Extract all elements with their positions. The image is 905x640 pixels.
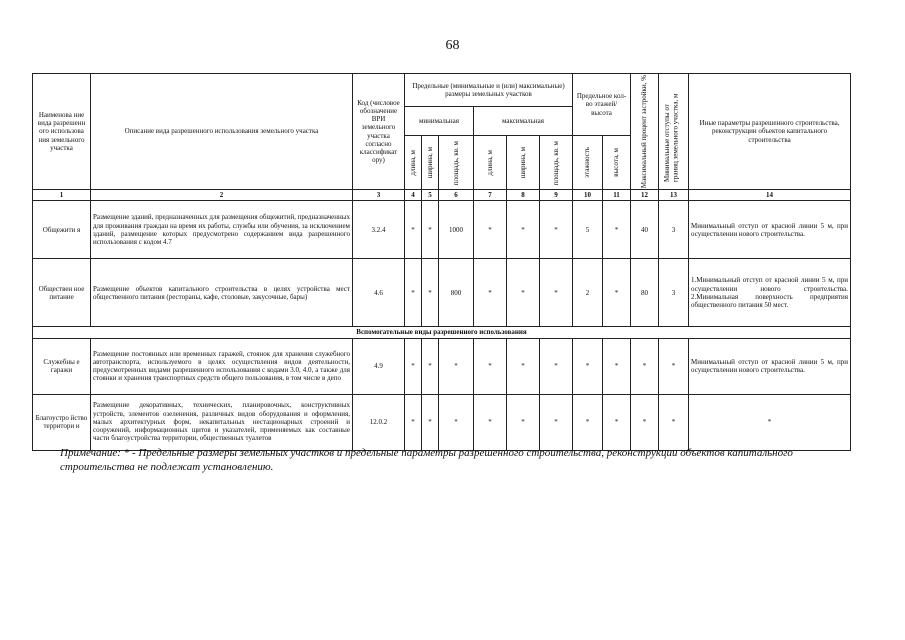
header-setback: Минимальные отступы от границ земельного участка, м (659, 74, 689, 190)
row-value: * (540, 201, 573, 259)
row-value: * (405, 338, 422, 394)
row-value: 1000 (439, 201, 474, 259)
row-value: * (422, 259, 439, 327)
row-description: Размещение декоративных, технических, планировочных, конструктивных устройств, элементов озеленения, различных видов оборудования и оформления, малых архитектурных форм, некапитальных нестационарных строений и сооружений, информационных щитов и указателей, применяемых как составные части благоустройства территории, общественных туалетов (91, 394, 353, 450)
header-plot-sizes: Предельные (минимальные и (или) максимальные) размеры земельных участков (405, 74, 573, 107)
row-value: * (603, 259, 631, 327)
row-value: * (439, 394, 474, 450)
row-value: * (540, 259, 573, 327)
page-number: 68 (445, 38, 460, 53)
header-floors: этажность (573, 136, 603, 190)
row-other-params: * (689, 394, 851, 450)
table-row (33, 259, 851, 327)
row-value: * (474, 338, 507, 394)
column-numbers-row (33, 190, 851, 201)
header-build-percent: Максимальный процент застройки, % (631, 74, 659, 190)
row-name: Благоустро йство территори и (33, 394, 91, 450)
row-value: 80 (631, 259, 659, 327)
row-value: * (507, 338, 540, 394)
row-value: * (631, 394, 659, 450)
col-number: 4 (405, 190, 422, 201)
row-value: * (573, 394, 603, 450)
row-name: Обществен ное питание (33, 259, 91, 327)
row-other-params: Минимальный отступ от красной линии 5 м, при осуществлении нового строительства. (689, 338, 851, 394)
row-code: 3.2.4 (353, 201, 405, 259)
header-code: Код (числовое обозначение ВРИ земельного участка согласно классификат ору) (353, 74, 405, 190)
row-code: 12.0.2 (353, 394, 405, 450)
row-value: * (422, 338, 439, 394)
header-min-area: площадь, кв. м (439, 136, 474, 190)
table-row (33, 394, 851, 450)
row-value: * (507, 201, 540, 259)
row-value: * (659, 394, 689, 450)
row-value: * (603, 338, 631, 394)
row-value: * (474, 394, 507, 450)
row-value: 2 (573, 259, 603, 327)
row-other-params: Минимальный отступ от красной линии 5 м, при осуществлении нового строительства. (689, 201, 851, 259)
table-note: Примечание: * - Предельные размеры земельных участков и предельные параметры разрешенного строительства, реконструкции объектов капитального строительства не подлежат установлению. (60, 447, 793, 474)
aux-section-title: Вспомогательные виды разрешенного использования (33, 327, 851, 338)
col-number: 12 (631, 190, 659, 201)
row-value: * (507, 259, 540, 327)
row-value: * (659, 338, 689, 394)
col-number: 6 (439, 190, 474, 201)
row-value: * (405, 201, 422, 259)
header-floors-group: Предельное кол-во этажей/ высота (573, 74, 631, 136)
col-number: 7 (474, 190, 507, 201)
aux-section-row (33, 327, 851, 338)
header-min: минимальная (405, 107, 474, 136)
header-min-length: длина, м (405, 136, 422, 190)
row-value: * (540, 394, 573, 450)
col-number: 11 (603, 190, 631, 201)
row-value: * (474, 201, 507, 259)
row-name: Служебны е гаражи (33, 338, 91, 394)
col-number: 14 (689, 190, 851, 201)
zoning-table (32, 73, 851, 451)
row-value: * (507, 394, 540, 450)
row-value: * (422, 394, 439, 450)
header-description: Описание вида разрешенного использования земельного участка (91, 74, 353, 190)
col-number: 8 (507, 190, 540, 201)
header-max-width: ширина, м (507, 136, 540, 190)
row-description: Размещение зданий, предназначенных для размещения общежитий, предназначенных для проживания граждан на время их работы, службы или обучения, за исключением зданий, размещение которых предусмотрено содержанием вида разрешенного использования с кодом 4.7 (91, 201, 353, 259)
row-other-params: 1.Минимальный отступ от красной линии 5 м, при осуществлении нового строительства. 2.Минимальная поверхность предприятия общественного питания 50 мест. (689, 259, 851, 327)
header-row-1 (33, 74, 851, 107)
row-value: * (603, 394, 631, 450)
row-value: * (603, 201, 631, 259)
row-value: * (439, 338, 474, 394)
row-value: * (540, 338, 573, 394)
row-value: * (573, 338, 603, 394)
row-value: * (631, 338, 659, 394)
header-other-params: Иные параметры разрешенного строительства, реконструкции объектов капитального строительства (689, 74, 851, 190)
row-value: 5 (573, 201, 603, 259)
header-max: максимальная (474, 107, 573, 136)
row-code: 4.9 (353, 338, 405, 394)
col-number: 10 (573, 190, 603, 201)
col-number: 2 (91, 190, 353, 201)
row-value: * (405, 259, 422, 327)
row-value: 40 (631, 201, 659, 259)
table-row (33, 201, 851, 259)
row-value: 800 (439, 259, 474, 327)
row-description: Размещение постоянных или временных гаражей, стоянок для хранения служебного автотранспорта, используемого в целях осуществления видов деятельности, предусмотренных видами разрешенного использования с кодами 3.0, 4.0, а также для стоянки и хранения транспортных средств общего пользования, в том числе в депо (91, 338, 353, 394)
header-max-length: длина, м (474, 136, 507, 190)
header-height: высота, м (603, 136, 631, 190)
header-max-area: площадь, кв. м (540, 136, 573, 190)
col-number: 1 (33, 190, 91, 201)
row-code: 4.6 (353, 259, 405, 327)
header-min-width: ширина, м (422, 136, 439, 190)
row-value: * (422, 201, 439, 259)
col-number: 3 (353, 190, 405, 201)
row-value: 3 (659, 259, 689, 327)
row-name: Общежити я (33, 201, 91, 259)
row-value: * (474, 259, 507, 327)
header-name: Наименова ние вида разрешенн ого использова ния земельного участка (33, 74, 91, 190)
table-row (33, 338, 851, 394)
col-number: 13 (659, 190, 689, 201)
col-number: 9 (540, 190, 573, 201)
row-description: Размещение объектов капитального строительства в целях устройства мест общественного питания (рестораны, кафе, столовые, закусочные, бары) (91, 259, 353, 327)
row-value: 3 (659, 201, 689, 259)
row-value: * (405, 394, 422, 450)
col-number: 5 (422, 190, 439, 201)
